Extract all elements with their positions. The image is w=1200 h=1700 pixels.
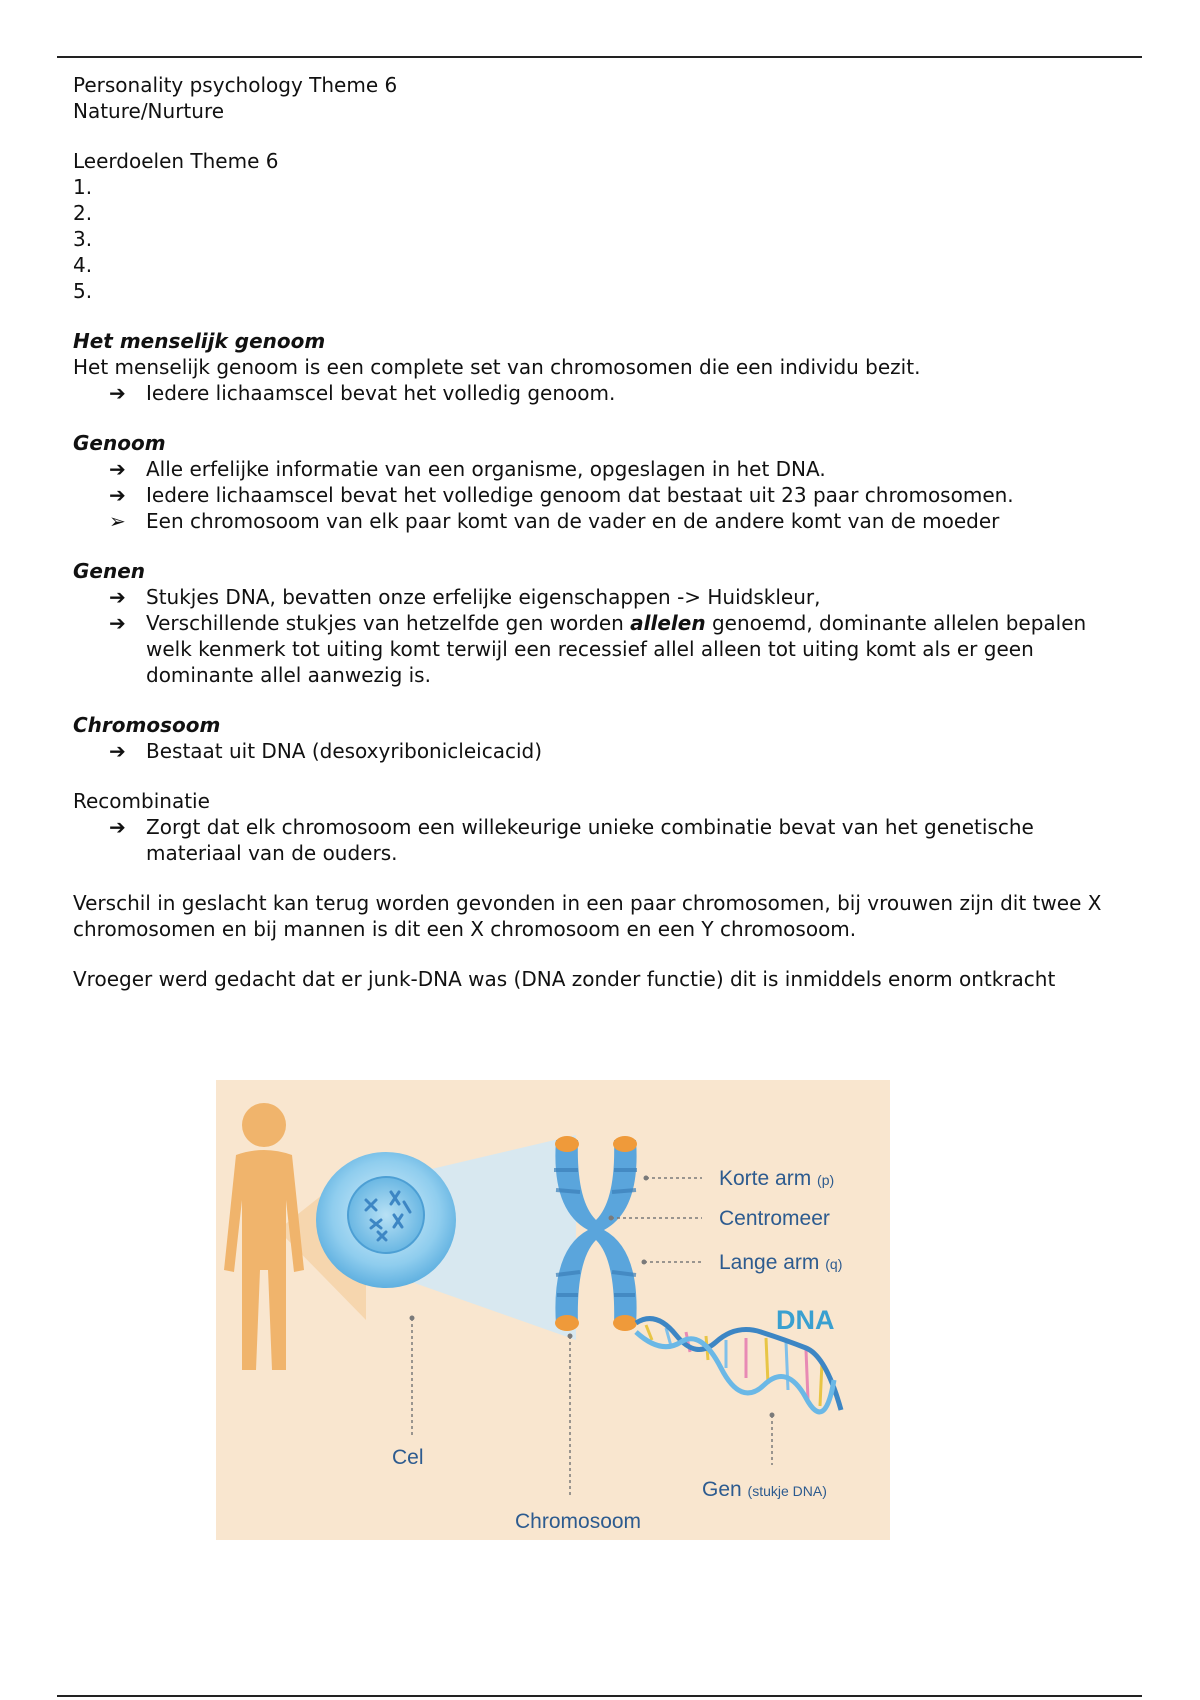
leerdoel-item: 1.	[73, 175, 93, 199]
label-dna: DNA	[776, 1305, 835, 1335]
list-item: ➔ Iedere lichaamscel bevat het volledige genoom dat bestaat uit 23 paar chromosomen.	[109, 483, 1014, 507]
arrow-bullet-icon: ➔	[109, 585, 126, 609]
top-rule	[57, 56, 1142, 58]
leerdoel-item: 4.	[73, 253, 93, 277]
genoom-bullets	[73, 456, 1133, 534]
arrow-bullet-icon: ➔	[109, 483, 126, 507]
arrow-bullet-icon: ➔	[109, 739, 126, 763]
arrow-bullet-icon: ➔	[109, 457, 126, 481]
label-centromeer: Centromeer	[719, 1207, 830, 1230]
chromosoom-bullets	[73, 738, 1133, 764]
leerdoel-item: 5.	[73, 279, 93, 303]
list-item: ➢ Een chromosoom van elk paar komt van de vader en de andere komt van de moeder	[109, 509, 1000, 533]
list-item: ➔ Stukjes DNA, bevatten onze erfelijke eigenschappen -> Huidskleur,	[109, 585, 821, 609]
label-korte-arm: Korte arm	[719, 1167, 812, 1190]
list-item: ➔ Bestaat uit DNA (desoxyribonicleicacid)	[109, 739, 543, 763]
bottom-rule	[57, 1695, 1142, 1697]
label-gen: Gen	[702, 1478, 742, 1501]
chromosome-tip	[555, 1315, 579, 1331]
section-heading-recombinatie: Recombinatie	[73, 789, 210, 813]
label-lange-arm: Lange arm	[719, 1251, 820, 1274]
list-item: ➔ Alle erfelijke informatie van een organisme, opgeslagen in het DNA.	[109, 457, 826, 481]
allelen-term: allelen	[630, 611, 706, 635]
junk-dna-paragraph: Vroeger werd gedacht dat er junk-DNA was (DNA zonder functie) dit is inmiddels enorm ontkracht	[73, 967, 1056, 991]
chromosome-tip	[613, 1136, 637, 1152]
geslacht-paragraph: Verschil in geslacht kan terug worden gevonden in een paar chromosomen, bij vrouwen zijn dit twee X chromosomen en bij mannen is dit een X chromosoom en een Y chromosoom.	[73, 891, 1108, 941]
document-title: Personality psychology Theme 6	[73, 73, 398, 97]
leerdoelen-heading: Leerdoelen Theme 6	[73, 149, 279, 173]
chromosome-tip	[613, 1315, 637, 1331]
label-cel: Cel	[392, 1446, 424, 1469]
section-heading-menselijk-genoom: Het menselijk genoom	[73, 329, 326, 353]
chromosome-tip	[555, 1136, 579, 1152]
label-gen-tag: (stukje DNA)	[747, 1483, 827, 1499]
dna-illustration	[216, 1080, 890, 1540]
list-item: ➔ Iedere lichaamscel bevat het volledig genoom.	[109, 381, 616, 405]
label-korte-arm-tag: (p)	[817, 1172, 835, 1188]
cell-icon	[316, 1152, 456, 1288]
arrowhead-bullet-icon: ➢	[109, 509, 126, 533]
arrow-bullet-icon: ➔	[109, 815, 126, 839]
menselijk-genoom-bullets	[73, 380, 1133, 406]
svg-text:Korte arm (p)	[719, 1167, 834, 1190]
section-heading-genoom: Genoom	[73, 431, 166, 455]
recombinatie-bullets	[73, 814, 1133, 866]
list-item: ➔ Verschillende stukjes van hetzelfde gen worden allelen genoemd, dominante allelen bepalen welk kenmerk tot uiting komt terwijl een recessief allel alleen tot uiting komt als er geen dominante allel aanwezig is.	[109, 611, 1087, 687]
menselijk-genoom-text: Het menselijk genoom is een complete set van chromosomen die een individu bezit.	[73, 355, 921, 379]
svg-text:Lange arm (q)	[719, 1251, 842, 1274]
section-heading-genen: Genen	[73, 559, 146, 583]
list-item: ➔ Zorgt dat elk chromosoom een willekeurige unieke combinatie bevat van het genetische materiaal van de ouders.	[109, 815, 1034, 865]
label-lange-arm-tag: (q)	[825, 1256, 843, 1272]
label-chromosoom: Chromosoom	[515, 1510, 642, 1533]
leerdoel-item: 3.	[73, 227, 93, 251]
leerdoel-item: 2.	[73, 201, 93, 225]
section-heading-chromosoom: Chromosoom	[73, 713, 221, 737]
arrow-bullet-icon: ➔	[109, 611, 126, 635]
genen-bullets	[73, 584, 1133, 688]
document-body	[73, 72, 1133, 992]
arrow-bullet-icon: ➔	[109, 381, 126, 405]
document-subtitle: Nature/Nurture	[73, 99, 225, 123]
